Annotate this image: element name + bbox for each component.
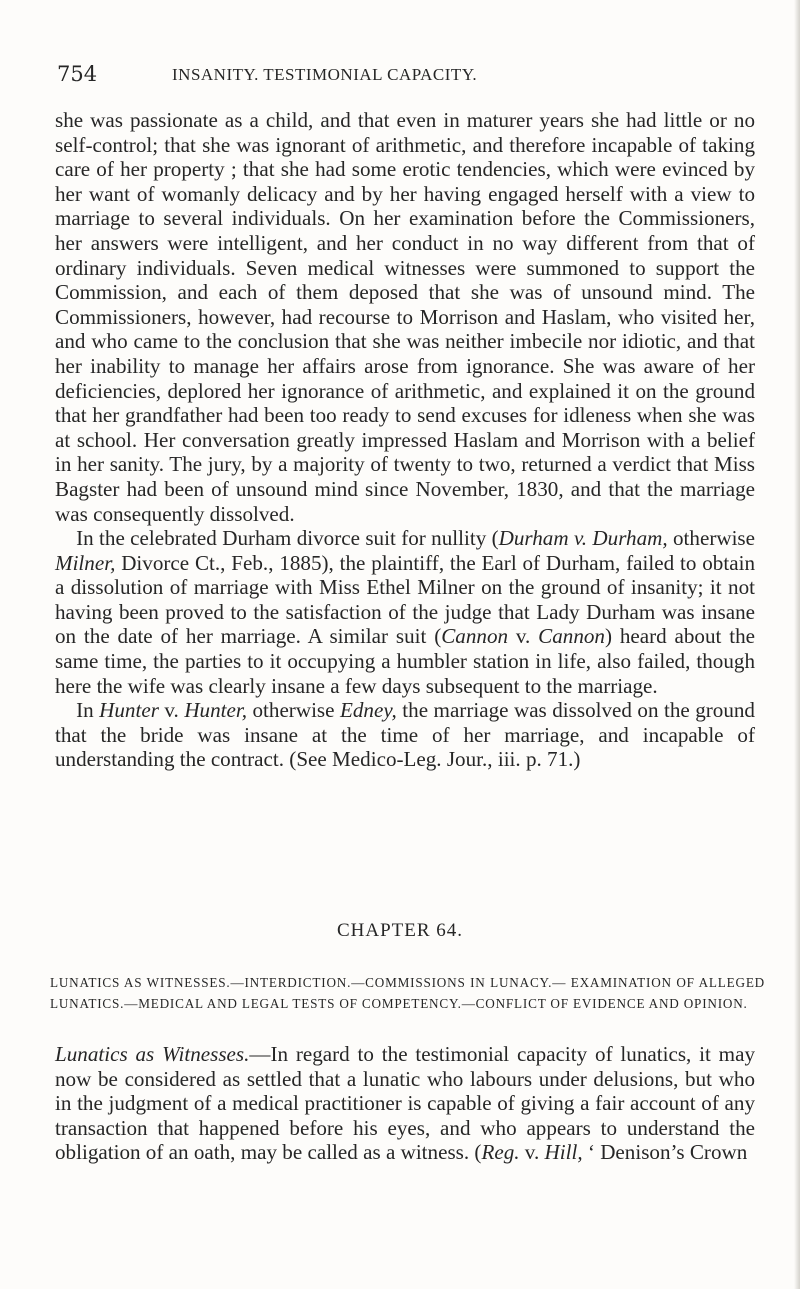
case-name: Edney,	[339, 698, 397, 723]
text-run: otherwise	[247, 698, 340, 723]
paragraph-bagster-case: she was passionate as a child, and that even in maturer years she had little or no self-control; that she was ignorant of arithmetic, and therefore incapable of taking care of her property ; that she had some erotic tendencies, which were evinced by her want of womanly delicacy and by her having engaged herself with a view to marriage to several individuals. On her examination before the Commissioners, her answers were intelligent, and her conduct in no way different from that of ordinary individuals. Seven medical witnesses were summoned to support the Commission, and each of them deposed that she was of unsound mind. The Commissioners, however, had recourse to Morrison and Haslam, who visited her, and who came to the conclusion that she was neither imbecile nor idiotic, and that her inability to manage her affairs arose from ignorance. She was aware of her deficiencies, deplored her ignorance of arithmetic, and explained it on the ground that her grandfather had been too ready to send excuses for idleness when she was at school. Her conversation greatly impressed Haslam and Morrison with a belief in her sanity. The jury, by a majority of twenty to two, returned a verdict that Miss Bagster had been of unsound mind since November, 1830, and that the marriage was consequently dissolved.	[55, 108, 755, 526]
case-name: Cannon	[441, 624, 509, 649]
text-run: the marriage was dissolved on the ground that the bride was insane at the time of her marriage, and incapable of understanding the contract. (See Medico-Leg. Jour., iii. p. 71.)	[55, 698, 755, 772]
case-name: Milner,	[55, 550, 116, 575]
section-text	[55, 1042, 755, 1165]
text-run: Divorce Ct., Feb., 1885), the plaintiff, the Earl of Durham, failed to obtain a dissolution of marriage with Miss Ethel Milner on the ground of insanity; it not having been proved to the satisfaction of the judge that Lady Durham was insane on the date of her marriage. A similar suit (	[55, 550, 755, 649]
paragraph-hunter-case	[55, 698, 755, 772]
paragraph-lunatics-as-witnesses	[55, 1042, 755, 1165]
text-run: In	[76, 698, 100, 723]
running-head: INSANITY. TESTIMONIAL CAPACITY.	[172, 65, 478, 84]
text-run: —In regard to the testimonial capacity of lunatics, it may now be considered as settled that a lunatic who labours under delusions, but who in the judgment of a medical practitioner is capable of giving a fair account of any transaction that happened before his eyes, and who appears to understand the obligation of an oath, may be called as a witness. (	[55, 1042, 755, 1165]
page-number: 754	[57, 62, 98, 86]
chapter-summary: LUNATICS AS WITNESSES.—INTERDICTION.—COMMISSIONS IN LUNACY.— EXAMINATION OF ALLEGED LUNATICS.—MEDICAL AND LEGAL TESTS OF COMPETENCY.—CONFLICT OF EVIDENCE AND OPINION.	[50, 975, 765, 1011]
case-name: Hunter	[99, 698, 159, 723]
text-run: ) heard about the same time, the parties to it occupying a humbler station in life, also failed, though here the wife was clearly insane a few days subsequent to the marriage.	[55, 624, 755, 698]
case-name: Hunter,	[184, 698, 248, 723]
text-run: In the celebrated Durham divorce suit for nullity (	[76, 526, 499, 551]
chapter-title: CHAPTER 64.	[336, 920, 464, 941]
case-name: Reg.	[481, 1140, 520, 1165]
case-name: Durham v. Durham,	[498, 526, 668, 551]
body-text	[55, 108, 755, 772]
text-run: v.	[158, 698, 185, 723]
text-run: ‘ Denison’s Crown	[582, 1140, 748, 1165]
case-name: Cannon	[538, 624, 605, 649]
text-run: v.	[508, 624, 539, 649]
section-heading: Lunatics as Witnesses.	[55, 1042, 250, 1066]
case-name: Hill,	[544, 1140, 583, 1165]
paragraph-durham-case	[55, 526, 755, 698]
text-run: v.	[519, 1140, 545, 1165]
page-edge-shadow	[794, 0, 800, 1289]
text-run: otherwise	[667, 526, 756, 551]
page-header	[57, 62, 757, 92]
